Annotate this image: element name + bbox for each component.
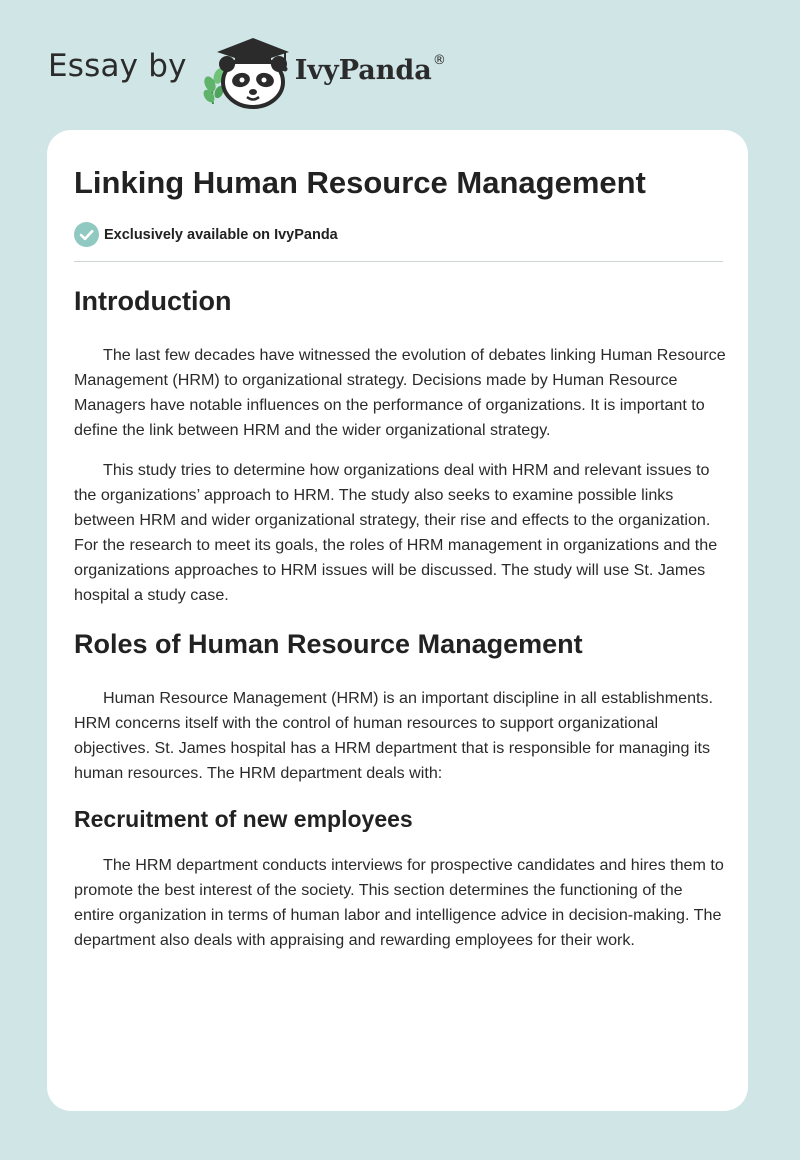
badge-text: Exclusively available on IvyPanda: [104, 226, 338, 243]
title-divider: [74, 261, 723, 262]
exclusive-badge: [74, 222, 338, 247]
subsection-heading-recruitment: Recruitment of new employees: [74, 806, 413, 832]
section-heading-introduction: Introduction: [74, 286, 232, 316]
paragraph: This study tries to determine how organizations deal with HRM and relevant issues to the organizations’ approach to HRM. The study also seeks to examine possible links between HRM and wider organizational strategy, their rise and effects to the organization. For the research to meet its goals, the roles of HRM management in organizations and the organizations approaches to HRM issues will be discussed. The study will use St. James hospital a study case.: [74, 461, 718, 604]
brand-header: [48, 34, 446, 110]
brand-prefix: Essay by: [48, 48, 187, 84]
paragraph: Human Resource Management (HRM) is an important discipline in all establishments. HRM concerns itself with the control of human resources to support organizational objectives. St. James hospital has a HRM department that is responsible for managing its human resources. The HRM department deals with:: [74, 689, 714, 782]
essay-card: [47, 130, 748, 1111]
brand-name: IvyPanda: [294, 54, 432, 86]
panda-graduation-cap-icon: [199, 34, 295, 110]
registered-mark: ®: [432, 52, 446, 68]
paragraph: The HRM department conducts interviews for prospective candidates and hires them to promote the best interest of the society. This section determines the functioning of the entire organization in terms of human labor and intelligence advice in decision-making. The department also deals with appraising and rewarding employees for their work.: [74, 856, 724, 949]
section-heading-roles: Roles of Human Resource Management: [74, 629, 583, 659]
paragraph: The last few decades have witnessed the evolution of debates linking Human Resource Management (HRM) to organizational strategy. Decisions made by Human Resource Managers have notable influences on the performance of organizations. It is important to define the link between HRM and the wider organizational strategy.: [74, 346, 726, 439]
page-title: Linking Human Resource Management: [74, 165, 646, 200]
check-circle-icon: [74, 222, 99, 247]
